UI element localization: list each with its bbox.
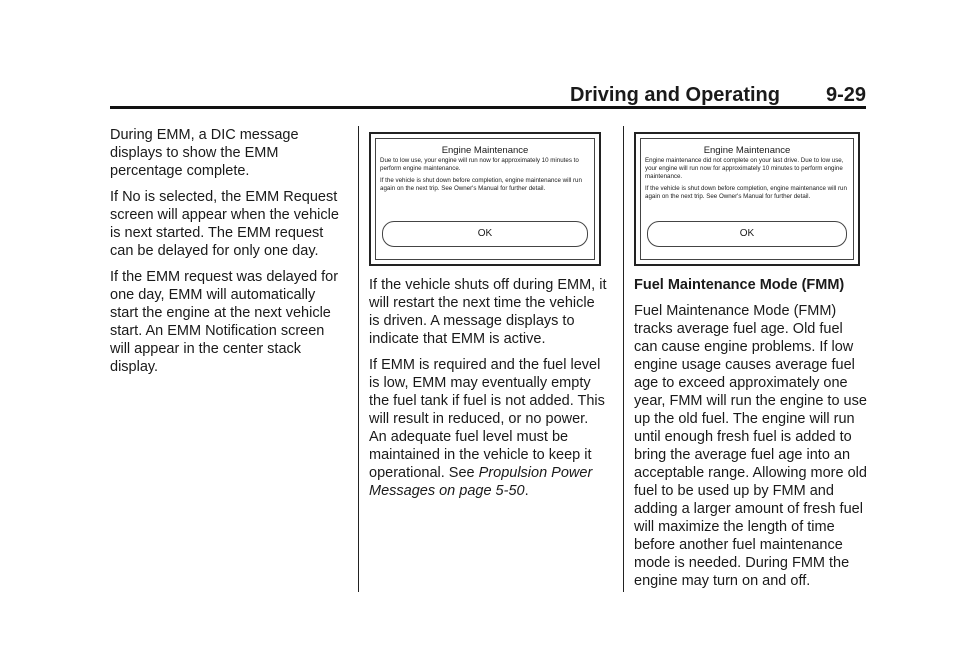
column-divider-2 — [623, 126, 624, 592]
engine-maintenance-screen-2 — [634, 132, 860, 266]
column-1 — [110, 126, 346, 384]
screen-line: Due to low use, your engine will run now for approximately 10 minutes to perform engine maintenance. — [380, 157, 579, 172]
screen-frame — [640, 138, 854, 260]
screen-message — [645, 157, 849, 205]
paragraph: If No is selected, the EMM Request screen will appear when the vehicle is next started. The EMM request can be delayed for only one day. — [110, 189, 339, 259]
column-2 — [369, 132, 609, 508]
column-divider-1 — [358, 126, 359, 592]
ok-button[interactable]: OK — [647, 221, 847, 247]
section-title: Driving and Operating — [569, 84, 780, 106]
paragraph-end: . — [524, 483, 529, 499]
paragraph-text: If EMM is required and the fuel level is low, EMM may eventually empty the fuel tank if fuel is not added. This will result in reduced, or no power. An adequate fuel level must be maintained in the vehicle to keep it operational. See — [369, 357, 605, 481]
screen-message — [380, 157, 590, 197]
paragraph: During EMM, a DIC message displays to show the EMM percentage complete. — [110, 127, 299, 179]
column-3 — [634, 132, 870, 598]
paragraph: Fuel Maintenance Mode (FMM) tracks average fuel age. Old fuel can cause engine problems. If low engine usage causes average fuel age to exceed approximately one year, FMM will run the engine to use up the old fuel. The engine will run until enough fresh fuel is added to bring the average fuel age into an acceptable range. Allowing more old fuel to be used up by FMM and adding a larger amount of fresh fuel will maximize the length of time before another fuel maintenance mode is needed. During FMM the engine may turn on and off. — [634, 303, 867, 589]
engine-maintenance-screen-1 — [369, 132, 601, 266]
screen-line: If the vehicle is shut down before completion, engine maintenance will run again on the next trip. See Owner's Manual for further detail. — [645, 185, 847, 200]
screen-title: Engine Maintenance — [441, 145, 529, 156]
screen-line: Engine maintenance did not complete on your last drive. Due to low use, your engine will run now for approximately 10 minutes to perform engine maintenance. — [645, 157, 844, 180]
section-heading: Fuel Maintenance Mode (FMM) — [634, 277, 845, 293]
ok-button[interactable]: OK — [382, 221, 588, 247]
page-number: 9-29 — [825, 84, 866, 106]
screen-title: Engine Maintenance — [703, 145, 791, 156]
page-header — [110, 78, 866, 109]
screen-line: If the vehicle is shut down before completion, engine maintenance will run again on the next trip. See Owner's Manual for further detail. — [380, 177, 582, 192]
paragraph: If the vehicle shuts off during EMM, it will restart the next time the vehicle is driven. A message displays to indicate that EMM is active. — [369, 277, 607, 347]
paragraph — [369, 356, 609, 500]
screen-frame — [375, 138, 595, 260]
paragraph: If the EMM request was delayed for one day, EMM will automatically start the engine at the next vehicle start. An EMM Notification screen will appear in the center stack display. — [110, 269, 339, 375]
cross-reference-link[interactable]: Propulsion Power Messages on page 5-50 — [369, 465, 593, 499]
